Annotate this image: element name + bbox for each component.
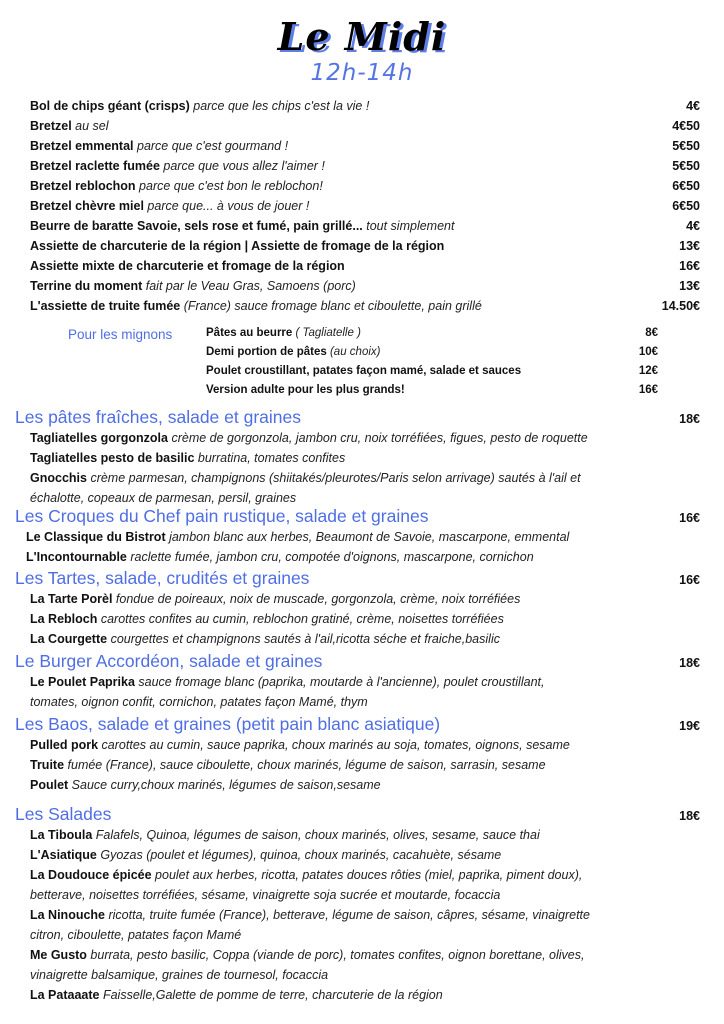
item-description: sauce fromage blanc (paprika, moutarde à l'ancienne), poulet croustillant, xyxy=(134,675,545,689)
item-description: jambon blanc aux herbes, Beaumont de Savoie, mascarpone, emmental xyxy=(165,530,570,544)
item-price: 4€ xyxy=(686,99,700,113)
menu-item xyxy=(0,136,724,156)
section-items xyxy=(0,825,724,1005)
item-description: parce que vous allez l'aimer ! xyxy=(159,159,325,173)
kids-menu-list xyxy=(206,324,666,400)
menu-item xyxy=(206,362,666,381)
menu-item xyxy=(30,775,724,795)
item-price: 13€ xyxy=(679,239,700,253)
item-description: parce que les chips c'est la vie ! xyxy=(189,99,370,113)
item-name: Assiette de charcuterie de la région | Assiette de fromage de la région xyxy=(30,239,445,253)
section-items xyxy=(0,589,724,649)
item-name: Beurre de baratte Savoie, sels rose et fumé, pain grillé... xyxy=(30,219,363,233)
item-name: Bretzel raclette fumée xyxy=(30,159,160,173)
menu-item xyxy=(30,589,724,609)
section-header xyxy=(0,650,724,672)
item-description: (au choix) xyxy=(326,346,381,358)
menu-item xyxy=(206,324,666,343)
section-price: 18€ xyxy=(679,809,700,823)
menu-item xyxy=(30,468,724,488)
section-salades xyxy=(0,803,724,1005)
item-name: Bretzel emmental xyxy=(30,139,134,153)
menu-item xyxy=(30,945,724,965)
section-header xyxy=(0,505,724,527)
item-price: 4€ xyxy=(686,219,700,233)
menu-item xyxy=(0,276,724,296)
menu-item xyxy=(30,609,724,629)
menu-item xyxy=(26,527,724,547)
section-price: 16€ xyxy=(679,573,700,587)
item-description-continued: betterave, noisettes torréfiées, sésame, vinaigrette soja sucrée et moutarde, focaccia xyxy=(30,888,501,902)
item-name: L'Incontournable xyxy=(26,550,127,564)
item-name: Bretzel chèvre miel xyxy=(30,199,144,213)
menu-item xyxy=(0,216,724,236)
item-description: burratina, tomates confites xyxy=(194,451,346,465)
menu-item xyxy=(30,825,724,845)
item-price: 10€ xyxy=(638,346,658,358)
item-name: Assiette mixte de charcuterie et fromage de la région xyxy=(30,259,345,273)
menu-item xyxy=(30,735,724,755)
item-name: La Doudouce épicée xyxy=(30,868,152,882)
item-name: Truite xyxy=(30,758,65,772)
section-title: Les Baos, salade et graines (petit pain blanc asiatique) xyxy=(15,714,441,734)
menu-item xyxy=(30,905,724,925)
item-description: courgettes et champignons sautés à l'ail,ricotta séche et fraiche,basilic xyxy=(107,632,500,646)
item-name: Gnocchis xyxy=(30,471,87,485)
section-items xyxy=(0,527,724,567)
item-description: parce que c'est gourmand ! xyxy=(133,139,289,153)
item-name: L'assiette de truite fumée xyxy=(30,299,181,313)
item-description: raclette fumée, jambon cru, compotée d'oignons, mascarpone, cornichon xyxy=(126,550,534,564)
item-description: fondue de poireaux, noix de muscade, gorgonzola, crème, noix torréfiées xyxy=(112,592,521,606)
item-price: 6€50 xyxy=(672,199,700,213)
item-description: tout simplement xyxy=(362,219,455,233)
item-name: La Tiboula xyxy=(30,828,93,842)
item-price: 12€ xyxy=(638,365,658,377)
menu-item xyxy=(30,845,724,865)
item-description-continued: tomates, oignon confit, cornichon, patates façon Mamé, thym xyxy=(30,695,368,709)
menu-item xyxy=(206,381,666,400)
section-price: 19€ xyxy=(679,719,700,733)
section-pates xyxy=(0,406,724,508)
item-name: L'Asiatique xyxy=(30,848,97,862)
item-description-continued: échalotte, copeaux de parmesan, persil, graines xyxy=(30,491,297,505)
menu-item xyxy=(30,865,724,885)
menu-item xyxy=(26,547,724,567)
item-description: (France) sauce fromage blanc et ciboulette, pain grillé xyxy=(180,299,482,313)
item-name: Me Gusto xyxy=(30,948,87,962)
item-name: Bol de chips géant (crisps) xyxy=(30,99,190,113)
section-header xyxy=(0,803,724,825)
section-items xyxy=(0,735,724,795)
menu-item xyxy=(0,96,724,116)
item-name: Demi portion de pâtes xyxy=(206,346,327,358)
menu-item xyxy=(0,156,724,176)
item-name: Le Classique du Bistrot xyxy=(26,530,166,544)
section-croques xyxy=(0,505,724,567)
item-price: 5€50 xyxy=(672,139,700,153)
item-name: Version adulte pour les plus grands! xyxy=(206,384,405,396)
item-name: Le Poulet Paprika xyxy=(30,675,135,689)
item-price: 14.50€ xyxy=(661,299,700,313)
menu-item xyxy=(0,236,724,256)
item-price: 13€ xyxy=(679,279,700,293)
kids-menu-label: Pour les mignons xyxy=(68,327,173,342)
section-burger xyxy=(0,650,724,712)
item-description: ricotta, truite fumée (France), betterave, légume de saison, câpres, sésame, vinaigrette xyxy=(105,908,590,922)
item-description: Faisselle,Galette de pomme de terre, charcuterie de la région xyxy=(99,988,443,1002)
item-description: fumée (France), sauce ciboulette, choux marinés, légume de saison, sarrasin, sesame xyxy=(64,758,546,772)
item-description: crème parmesan, champignons (shiitakés/pleurotes/Paris selon arrivage) sautés à l'ail et xyxy=(86,471,581,485)
section-title: Les pâtes fraîches, salade et graines xyxy=(15,407,302,427)
menu-hours: 12h-14h xyxy=(310,60,414,86)
item-description: Sauce curry,choux marinés, légumes de saison,sesame xyxy=(68,778,381,792)
item-name: La Pataaate xyxy=(30,988,100,1002)
starters-list xyxy=(0,96,724,316)
section-price: 18€ xyxy=(679,412,700,426)
section-header xyxy=(0,567,724,589)
section-title: Les Tartes, salade, crudités et graines xyxy=(15,568,310,588)
section-tartes xyxy=(0,567,724,649)
item-description: poulet aux herbes, ricotta, patates douces rôties (miel, paprika, piment doux), xyxy=(151,868,583,882)
section-price: 18€ xyxy=(679,656,700,670)
section-title: Le Burger Accordéon, salade et graines xyxy=(15,651,323,671)
section-header xyxy=(0,406,724,428)
item-description-continued: citron, ciboulette, patates façon Mamé xyxy=(30,928,242,942)
item-description: parce que c'est bon le reblochon! xyxy=(135,179,323,193)
item-name: Poulet croustillant, patates façon mamé, salade et sauces xyxy=(206,365,522,377)
item-name: Bretzel xyxy=(30,119,72,133)
menu-title: Le Midi xyxy=(277,14,447,59)
menu-item xyxy=(0,256,724,276)
item-name: La Ninouche xyxy=(30,908,106,922)
menu-item xyxy=(30,672,724,692)
menu-item xyxy=(30,755,724,775)
item-name: La Courgette xyxy=(30,632,108,646)
item-price: 8€ xyxy=(645,327,658,339)
menu-item xyxy=(30,985,724,1005)
item-description: ( Tagliatelle ) xyxy=(292,327,361,339)
item-name: Pâtes au beurre xyxy=(206,327,293,339)
item-description: burrata, pesto basilic, Coppa (viande de porc), tomates confites, oignon borettane, olives, xyxy=(86,948,585,962)
item-description: carottes confites au cumin, reblochon gratiné, crème, noisettes torréfiées xyxy=(97,612,504,626)
item-price: 6€50 xyxy=(672,179,700,193)
menu-item xyxy=(0,296,724,316)
item-description: crème de gorgonzola, jambon cru, noix torréfiées, figues, pesto de roquette xyxy=(167,431,588,445)
section-baos xyxy=(0,713,724,795)
item-price: 16€ xyxy=(679,259,700,273)
menu-item xyxy=(0,116,724,136)
item-description: parce que... à vous de jouer ! xyxy=(143,199,310,213)
item-description: carottes au cumin, sauce paprika, choux marinés au soja, tomates, oignons, sesame xyxy=(98,738,570,752)
menu-item xyxy=(30,448,724,468)
item-description: au sel xyxy=(71,119,109,133)
section-title: Les Croques du Chef pain rustique, salade et graines xyxy=(15,506,429,526)
section-items xyxy=(0,428,724,508)
item-name: Terrine du moment xyxy=(30,279,143,293)
item-name: Pulled pork xyxy=(30,738,99,752)
section-price: 16€ xyxy=(679,511,700,525)
section-header xyxy=(0,713,724,735)
item-name: La Tarte Porèl xyxy=(30,592,113,606)
item-price: 5€50 xyxy=(672,159,700,173)
menu-item xyxy=(0,196,724,216)
item-price: 16€ xyxy=(638,384,658,396)
item-name: Poulet xyxy=(30,778,69,792)
menu-item xyxy=(30,428,724,448)
section-title: Les Salades xyxy=(15,804,112,824)
item-description: fait par le Veau Gras, Samoens (porc) xyxy=(142,279,356,293)
item-description: Gyozas (poulet et légumes), quinoa, choux marinés, cacahuète, sésame xyxy=(96,848,502,862)
item-name: La Rebloch xyxy=(30,612,98,626)
item-description-continued: vinaigrette balsamique, graines de tournesol, focaccia xyxy=(30,968,329,982)
item-name: Tagliatelles pesto de basilic xyxy=(30,451,195,465)
menu-item xyxy=(206,343,666,362)
item-description: Falafels, Quinoa, légumes de saison, choux marinés, olives, sesame, sauce thai xyxy=(92,828,540,842)
menu-item xyxy=(0,176,724,196)
item-name: Tagliatelles gorgonzola xyxy=(30,431,168,445)
item-name: Bretzel reblochon xyxy=(30,179,136,193)
menu-item xyxy=(30,629,724,649)
section-items xyxy=(0,672,724,712)
item-price: 4€50 xyxy=(672,119,700,133)
